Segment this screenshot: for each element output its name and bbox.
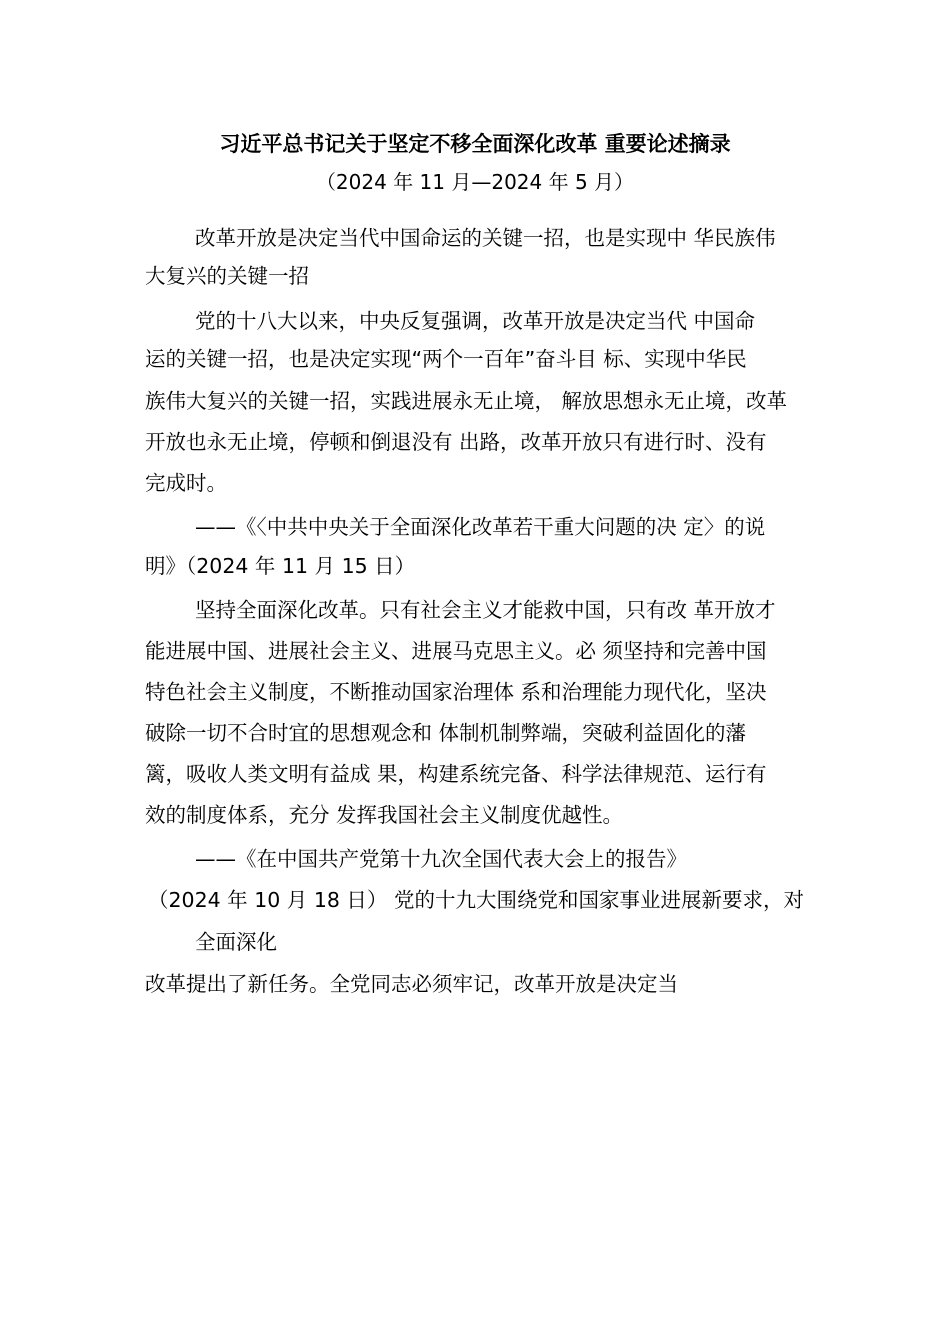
text-line: 完成时。 [145, 471, 227, 495]
text-line: 运的关键一招，也是决定实现“两个一百年”奋斗目 标、实现中华民 [145, 347, 747, 371]
text-line: 效的制度体系，充分 发挥我国社会主义制度优越性。 [145, 803, 624, 827]
text-line: 特色社会主义制度，不断推动国家治理体 系和治理能力现代化，坚决 [145, 680, 767, 704]
text-line: 开放也永无止境，停顿和倒退没有 出路，改革开放只有进行时、没有 [145, 430, 767, 454]
text-line: 破除一切不合时宜的思想观念和 体制机制弊端，突破利益固化的藩 [145, 721, 747, 745]
text-line: 能进展中国、进展社会主义、进展马克思主义。必 须坚持和完善中国 [145, 639, 767, 663]
text-line: 坚持全面深化改革。只有社会主义才能救中国，只有改 革开放才 [195, 598, 776, 622]
citation-line: ——《在中国共产党第十九次全国代表大会上的报告》 [195, 847, 687, 871]
document-title: 习近平总书记关于坚定不移全面深化改革 重要论述摘录 [219, 132, 731, 156]
text-line: 篱，吸收人类文明有益成 果，构建系统完备、科学法律规范、运行有 [145, 762, 767, 786]
text-line: 全面深化 [195, 930, 277, 954]
citation-line: （2024 年 10 月 18 日） 党的十九大围绕党和国家事业进展新要求，对 [148, 888, 804, 912]
text-line: 改革提出了新任务。全党同志必须牢记，改革开放是决定当 [145, 972, 678, 996]
text-line: 族伟大复兴的关键一招，实践进展永无止境， 解放思想永无止境，改革 [145, 389, 788, 413]
text-line: 党的十八大以来，中央反复强调，改革开放是决定当代 中国命 [195, 309, 756, 333]
citation-line: ——《〈中共中央关于全面深化改革若干重大问题的决 定〉的说 [195, 515, 766, 539]
document-date-range: （2024 年 11 月—2024 年 5 月） [315, 170, 635, 194]
text-line: 大复兴的关键一招 [145, 264, 309, 288]
citation-line: 明》（2024 年 11 月 15 日） [145, 554, 416, 578]
text-line: 改革开放是决定当代中国命运的关键一招，也是实现中 华民族伟 [195, 226, 776, 250]
